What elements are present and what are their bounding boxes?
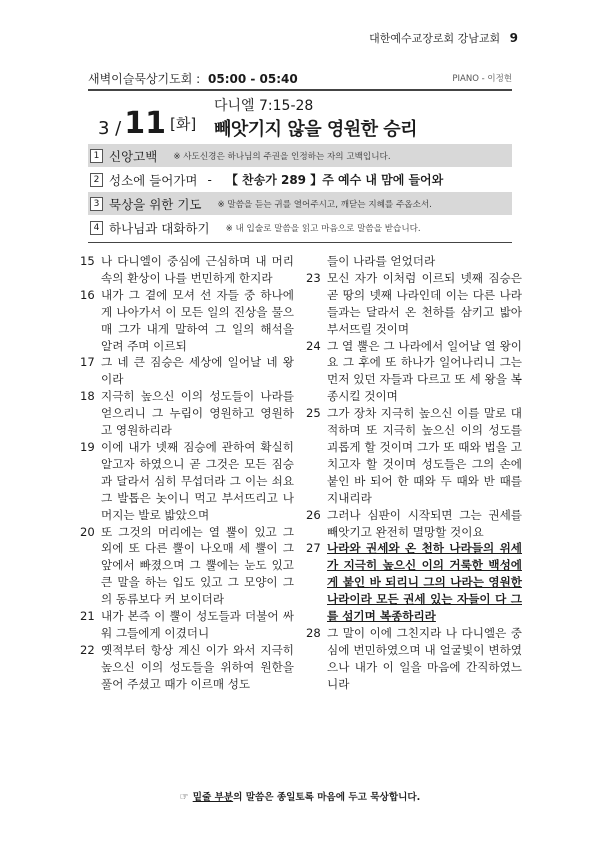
- verse-number: 17: [80, 355, 95, 370]
- verse-number: 26: [306, 507, 321, 522]
- verse-text: 그 네 큰 짐승은 세상에 일어날 네 왕이라: [101, 355, 294, 387]
- verse-text: 그가 장차 지극히 높으신 이를 말로 대적하며 또 지극히 높으신 이의 성도를 괴롭게 할 것이며 그가 또 때와 법을 고치고자 할 것이며 성도들은 그의 손에 붙인 바 되어 한 때와 두 때와 반 때를 지내리라: [327, 406, 522, 505]
- order-label: 성소에 들어가며: [109, 172, 198, 188]
- service-time: 05:00 - 05:40: [208, 72, 298, 86]
- verse: [80, 287, 294, 355]
- order-note: ※ 말씀을 듣는 귀를 열어주시고, 깨닫는 지혜를 주옵소서.: [217, 199, 432, 210]
- verse-number: 28: [306, 625, 321, 640]
- verse-text: 들이 나라를 얻었더라: [327, 254, 436, 268]
- verse: [306, 507, 522, 541]
- verse-number: 20: [80, 524, 95, 539]
- verse-number: 18: [80, 389, 95, 404]
- piano-credit: PIANO - 이정현: [452, 74, 512, 84]
- verse-number: 24: [306, 338, 321, 353]
- verse: [80, 388, 294, 439]
- verse: [80, 524, 294, 609]
- verse: [306, 405, 522, 506]
- page-number: 9: [509, 31, 518, 45]
- verse-text: 또 그것의 머리에는 열 뿔이 있고 그 외에 또 다른 뿔이 나오매 세 뿔이 그 앞에서 빠졌으며 그 뿔에는 눈도 있고 큰 말을 하는 입도 있고 그 모양이 그의 동류보다 커 보이더라: [101, 524, 294, 607]
- page-header: [369, 30, 518, 46]
- verse-number: 21: [80, 609, 95, 624]
- church-name: 대한예수교장로회 강남교회: [369, 32, 501, 45]
- footer-text: 의 말씀은 종일토록 마음에 두고 묵상합니다.: [233, 792, 421, 803]
- order-number: 2: [90, 173, 103, 187]
- verse-emphasized: [306, 540, 522, 625]
- footer-note: [0, 789, 600, 803]
- verse: [306, 270, 522, 338]
- date-day: 11: [124, 106, 166, 141]
- footer-underlined: 밑줄 부분: [192, 792, 234, 803]
- verse-number: 22: [80, 642, 95, 657]
- pointing-hand-icon: ☞: [179, 792, 189, 803]
- top-divider: [88, 89, 512, 91]
- verse-text: 옛적부터 항상 계신 이가 와서 지극히 높으신 이의 성도들을 위하여 원한을 풀어 주셨고 때가 이르매 성도: [101, 642, 294, 691]
- verse: [306, 625, 522, 693]
- verse-number: 27: [306, 541, 321, 556]
- order-dash: -: [207, 172, 212, 187]
- order-label: 신앙고백: [109, 148, 158, 164]
- bottom-divider: [88, 242, 512, 243]
- verse-number: 19: [80, 439, 95, 454]
- service-name: 새벽이슬묵상기도회 :: [88, 72, 201, 86]
- order-item-prayer: [88, 192, 512, 215]
- order-label: 묵상을 위한 기도: [109, 196, 202, 212]
- verse: [306, 338, 522, 406]
- order-item-dialogue: [88, 216, 512, 239]
- verse-number: 16: [80, 287, 95, 302]
- verse: [80, 642, 294, 693]
- order-note: ※ 내 입술로 말씀을 읽고 마음으로 말씀을 받습니다.: [225, 223, 421, 234]
- verse-number: 25: [306, 406, 321, 421]
- verse-text: 나 다니엘이 중심에 근심하며 내 머리 속의 환상이 나를 번민하게 한지라: [101, 254, 294, 285]
- order-item-hymn: [88, 168, 512, 191]
- verse: [80, 253, 294, 287]
- verse-text: 그 열 뿔은 그 나라에서 일어날 열 왕이요 그 후에 또 하나가 일어나리니 그는 먼저 있던 자들과 다르고 또 세 왕을 복종시킬 것이며: [327, 338, 522, 404]
- date-month: 3 /: [98, 118, 122, 139]
- verse-number: [306, 253, 327, 270]
- date-weekday: [화]: [170, 115, 197, 133]
- verses-left-column: [80, 253, 294, 693]
- sermon-title: 빼앗기지 않을 영원한 승리: [214, 119, 418, 140]
- verses-right-column: [306, 253, 522, 693]
- verse-text: 이에 내가 넷째 짐승에 관하여 확실히 알고자 하였으니 곧 그것은 모든 짐승과 달라서 심히 무섭더라 그 이는 쇠요 그 발톱은 놋이니 먹고 부서뜨리고 나머지는 발로 밟았으며: [101, 439, 294, 522]
- verse: [80, 354, 294, 388]
- verse: [306, 253, 522, 270]
- date-block: [98, 106, 196, 141]
- order-label: 하나님과 대화하기: [109, 220, 210, 236]
- hymn-title: 【 찬송가 289 】주 예수 내 맘에 들어와: [225, 173, 444, 187]
- verse-number: 15: [80, 254, 95, 268]
- verse-text: 그러나 심판이 시작되면 그는 권세를 빼앗기고 완전히 멸망할 것이요: [327, 507, 522, 539]
- verse: [80, 608, 294, 642]
- order-number: 3: [90, 197, 103, 211]
- worship-order: [88, 144, 512, 240]
- verse-number: 23: [306, 270, 321, 285]
- verse-text: 내가 그 곁에 모셔 선 자들 중 하나에게 나아가서 이 모든 일의 진상을 물으매 그가 내게 말하여 그 일의 해석을 알려 주며 이르되: [101, 287, 294, 353]
- verse-text: 모신 자가 이처럼 이르되 넷째 짐승은 곧 땅의 넷째 나라인데 이는 다른 나라들과는 달라서 온 천하를 삼키고 밟아 부서뜨릴 것이며: [327, 270, 522, 336]
- verse-text: 내가 본즉 이 뿔이 성도들과 더불어 싸워 그들에게 이겼더니: [101, 609, 294, 640]
- verse-text-emphasized: 나라와 권세와 온 천하 나라들의 위세가 지극히 높으신 이의 거룩한 백성에게 붙인 바 되리니 그의 나라는 영원한 나라이라 모든 권세 있는 자들이 다 그를 섬기며 복종하리라: [327, 541, 522, 624]
- order-note: ※ 사도신경은 하나님의 주권을 인정하는 자의 고백입니다.: [173, 151, 391, 162]
- verse: [80, 439, 294, 524]
- verse-text: 지극히 높으신 이의 성도들이 나라를 얻으리니 그 누림이 영원하고 영원하고 영원하리라: [101, 389, 294, 438]
- order-number: 1: [90, 149, 103, 163]
- order-item-confession: [88, 144, 512, 167]
- verse-text: 그 말이 이에 그친지라 나 다니엘은 중심에 번민하였으며 내 얼굴빛이 변하였으나 내가 이 일을 마음에 간직하였느니라: [327, 625, 522, 691]
- scripture-reference: 다니엘 7:15-28: [214, 98, 314, 114]
- order-number: 4: [90, 221, 103, 235]
- service-schedule: [88, 68, 512, 88]
